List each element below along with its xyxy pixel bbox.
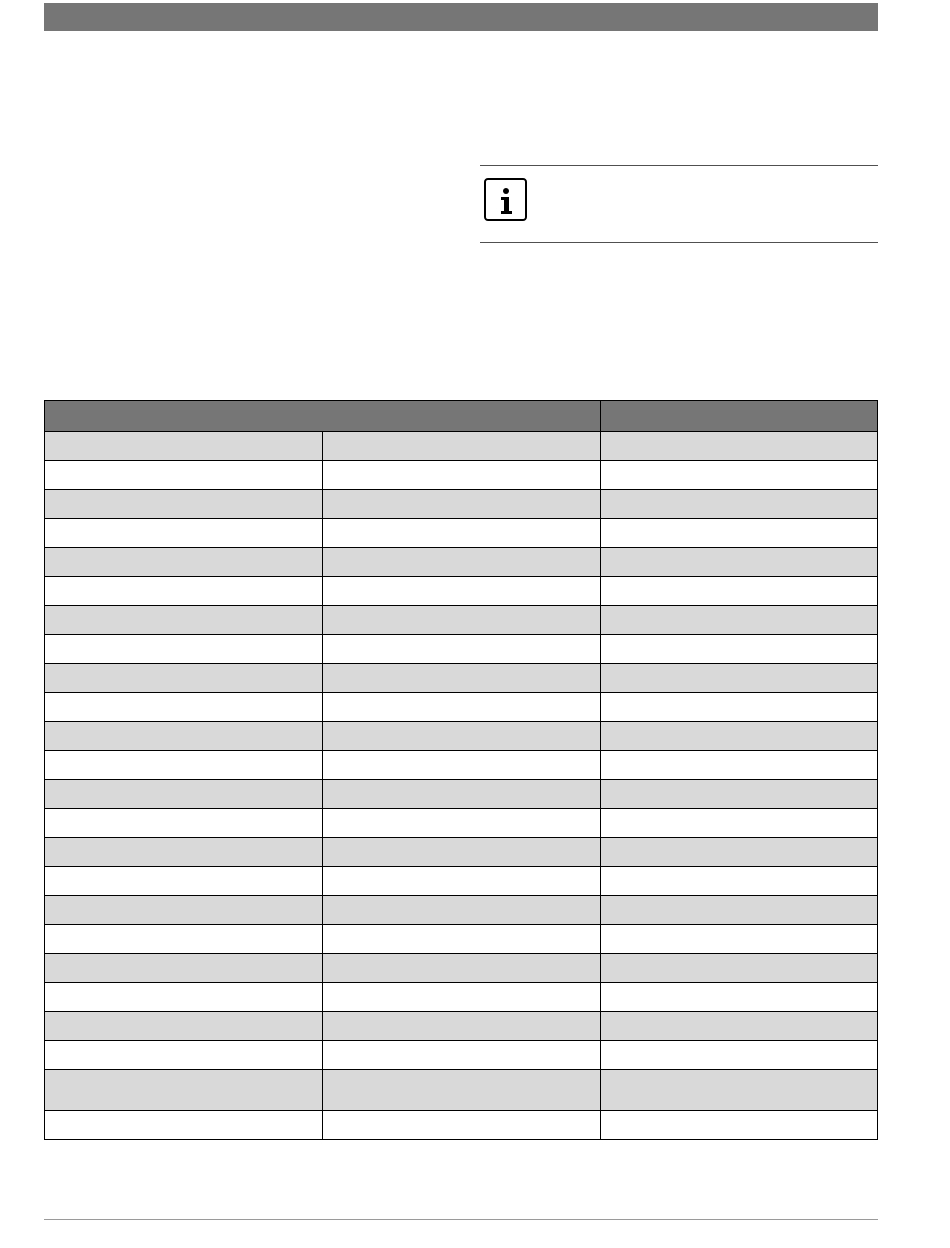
table-cell (601, 983, 878, 1012)
table-cell (323, 1012, 601, 1041)
table-cell (601, 432, 878, 461)
table-cell (45, 1070, 323, 1111)
table-row (45, 896, 878, 925)
table-cell (323, 867, 601, 896)
table-row (45, 548, 878, 577)
table-row (45, 809, 878, 838)
table-cell (323, 577, 601, 606)
table-cell (45, 896, 323, 925)
table-cell (45, 1111, 323, 1140)
table-row (45, 635, 878, 664)
table-cell (45, 490, 323, 519)
table-row (45, 867, 878, 896)
table-row (45, 780, 878, 809)
table-cell (601, 1012, 878, 1041)
table-row (45, 751, 878, 780)
table-cell (323, 983, 601, 1012)
table-cell (601, 896, 878, 925)
table-cell (601, 954, 878, 983)
table-cell (323, 722, 601, 751)
table-cell (601, 548, 878, 577)
table-cell (601, 809, 878, 838)
table-row (45, 606, 878, 635)
table-cell (45, 1041, 323, 1070)
table-cell (601, 577, 878, 606)
table-cell (45, 867, 323, 896)
table-row (45, 490, 878, 519)
table-cell (45, 519, 323, 548)
table-cell (45, 693, 323, 722)
table-cell (45, 809, 323, 838)
table-row (45, 954, 878, 983)
table-cell (45, 664, 323, 693)
table-cell (45, 461, 323, 490)
table-cell (323, 432, 601, 461)
table-cell (601, 519, 878, 548)
table-cell (601, 461, 878, 490)
table-cell (323, 1041, 601, 1070)
table-header-left (45, 401, 601, 432)
page-header-bar (44, 3, 878, 31)
table-cell (45, 722, 323, 751)
table-cell (601, 664, 878, 693)
table-cell (601, 1111, 878, 1140)
table-cell (45, 577, 323, 606)
table-row (45, 925, 878, 954)
table-cell (323, 461, 601, 490)
table-cell (45, 432, 323, 461)
table-row (45, 1012, 878, 1041)
data-table (44, 400, 878, 1140)
table-cell (45, 925, 323, 954)
table-row (45, 461, 878, 490)
table-cell (45, 635, 323, 664)
table-cell (323, 896, 601, 925)
info-icon (484, 178, 527, 221)
table-row (45, 519, 878, 548)
table-cell (323, 548, 601, 577)
table-cell (323, 838, 601, 867)
table-row (45, 577, 878, 606)
table-cell (45, 606, 323, 635)
table-cell (601, 867, 878, 896)
table-cell (601, 925, 878, 954)
table-cell (323, 1070, 601, 1111)
table-cell (323, 490, 601, 519)
table-cell (323, 664, 601, 693)
table-cell (323, 780, 601, 809)
table-row (45, 432, 878, 461)
table-cell (601, 693, 878, 722)
table-row (45, 1111, 878, 1140)
table-row (45, 1041, 878, 1070)
table-cell (45, 780, 323, 809)
table-cell (323, 1111, 601, 1140)
table-cell (45, 751, 323, 780)
table-cell (323, 519, 601, 548)
table-cell (323, 925, 601, 954)
table-cell (601, 1041, 878, 1070)
table-cell (323, 635, 601, 664)
table-cell (601, 635, 878, 664)
table-row (45, 722, 878, 751)
info-note (480, 165, 878, 243)
table-cell (323, 809, 601, 838)
table-cell (45, 548, 323, 577)
table-cell (323, 693, 601, 722)
table-cell (45, 954, 323, 983)
table-cell (323, 751, 601, 780)
table-cell (323, 606, 601, 635)
table-cell (45, 838, 323, 867)
table-cell (601, 838, 878, 867)
table-cell (601, 1070, 878, 1111)
table-row (45, 1070, 878, 1111)
table-cell (601, 606, 878, 635)
table-cell (601, 751, 878, 780)
table-row (45, 664, 878, 693)
table-row (45, 693, 878, 722)
table-cell (323, 954, 601, 983)
table-row (45, 838, 878, 867)
table-cell (601, 722, 878, 751)
table-cell (45, 983, 323, 1012)
table-header-row (45, 401, 878, 432)
footer-rule (44, 1219, 878, 1220)
table-cell (45, 1012, 323, 1041)
table-header-right (601, 401, 878, 432)
table-cell (601, 490, 878, 519)
table-row (45, 983, 878, 1012)
table-cell (601, 780, 878, 809)
table-body (45, 432, 878, 1140)
